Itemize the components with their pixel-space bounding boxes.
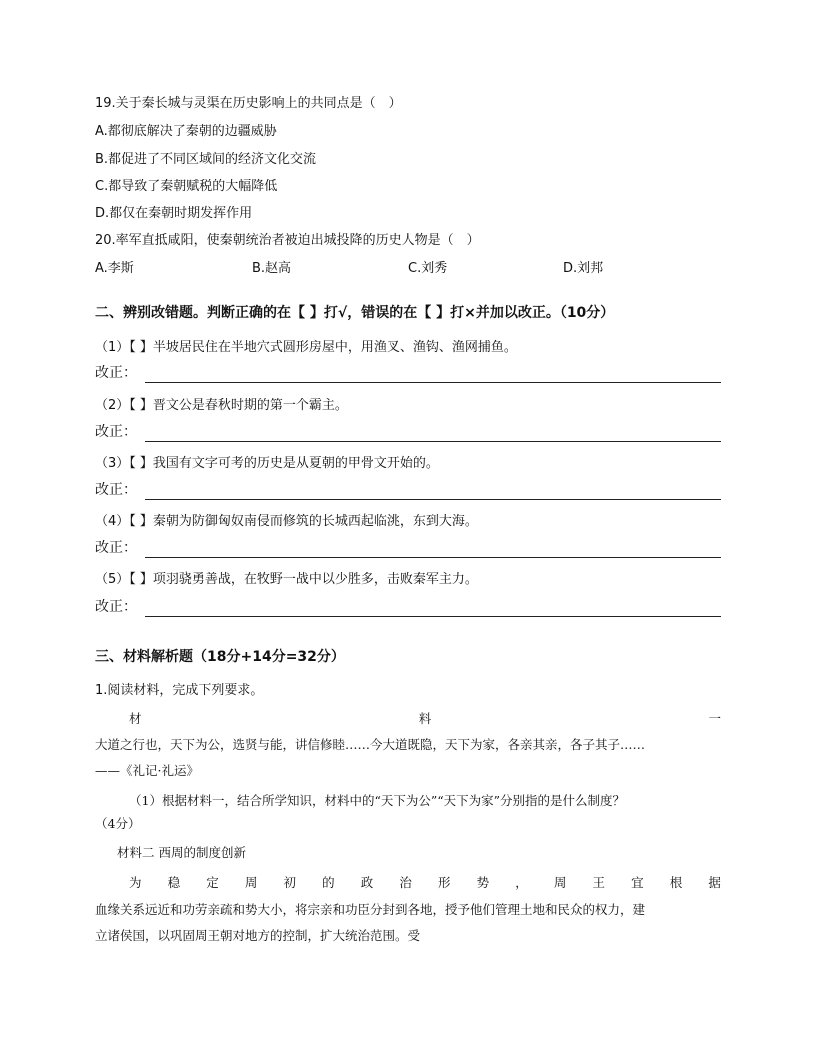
material2-line-1-char: 政 [360, 875, 374, 890]
correction-label: 改正： [95, 540, 137, 556]
sub-question-1: （1）根据材料一，结合所学知识，材料中的“天下为公”“天下为家”分别指的是什么制度？ [129, 793, 626, 808]
material2-line-2: 血缘关系远近和功劳亲疏和势大小，将宗亲和功臣分封到各地，授予他们管理土地和民众的权力，建 [95, 902, 646, 917]
material1-source: ——《礼记·礼运》 [95, 763, 199, 778]
answer-underline [145, 382, 721, 383]
correction-label: 改正： [95, 365, 137, 381]
material1-heading-char: 料 [418, 711, 432, 726]
material2-line-3: 立诸侯国，以巩固周王朝对地方的控制，扩大统治范围。受 [95, 928, 421, 943]
material2-line-1-char: 为 [129, 875, 142, 890]
material2-line-1-char: 势 [476, 875, 490, 890]
section2-item-4: （4）【 】秦朝为防御匈奴南侵而修筑的长城西起临洮，东到大海。 [95, 514, 478, 529]
material1-text: 大道之行也，天下为公，选贤与能，讲信修睦……今大道既隐，天下为家，各亲其亲，各子其子…… [95, 737, 646, 752]
q19-option-c: C.都导致了秦朝赋税的大幅降低 [95, 179, 278, 194]
material2-line-1-char: 的 [322, 875, 335, 890]
correction-label: 改正： [95, 482, 137, 498]
section2-item-5: （5）【 】项羽骁勇善战，在牧野一战中以少胜多，击败秦军主力。 [95, 572, 478, 587]
answer-underline [145, 557, 721, 558]
section3-title: 三、材料解析题（18分+14分=32分） [95, 649, 345, 665]
section3-q1-intro: 1.阅读材料，完成下列要求。 [95, 683, 264, 698]
material2-line-1-char: 王 [592, 875, 606, 890]
correction-line-2[interactable] [95, 421, 721, 443]
material2-line-1-char: ， [515, 875, 528, 890]
material1-heading [95, 709, 721, 729]
correction-line-5[interactable] [95, 596, 721, 618]
material2-line-1-char: 稳 [167, 875, 181, 890]
section2-item-2: （2）【 】晋文公是春秋时期的第一个霸主。 [95, 398, 348, 413]
material2-line-1-char: 初 [283, 875, 297, 890]
correction-label: 改正： [95, 599, 137, 615]
material2-line-1 [95, 873, 721, 893]
q20-option-a: A.李斯 [95, 261, 134, 276]
q19-option-a: A.都彻底解决了秦朝的边疆威胁 [95, 124, 277, 139]
sub-question-1-score: （4分） [95, 816, 141, 831]
correction-line-3[interactable] [95, 479, 721, 501]
section2-item-1: （1）【 】半坡居民住在半地穴式圆形房屋中，用渔叉、渔钩、渔网捕鱼。 [95, 340, 517, 355]
material2-line-1-char: 宜 [631, 875, 644, 890]
q20-option-b: B.赵高 [252, 261, 292, 276]
material2-line-1-char: 周 [553, 875, 567, 890]
material1-heading-char: 一 [708, 711, 721, 726]
q19-stem: 19.关于秦长城与灵渠在历史影响上的共同点是（ ） [95, 96, 402, 111]
q20-option-d: D.刘邦 [563, 261, 604, 276]
answer-underline [145, 441, 721, 442]
correction-line-1[interactable] [95, 362, 721, 384]
material2-line-1-char: 据 [708, 875, 721, 890]
answer-underline [145, 616, 721, 617]
material2-line-1-char: 周 [244, 875, 258, 890]
material2-line-1-char: 治 [399, 875, 412, 890]
correction-line-4[interactable] [95, 537, 721, 559]
section2-item-3: （3）【 】我国有文字可考的历史是从夏朝的甲骨文开始的。 [95, 456, 439, 471]
section2-title: 二、辨别改错题。判断正确的在【 】打√，错误的在【 】打×并加以改正。（10分） [95, 305, 615, 321]
material2-title: 材料二 西周的制度创新 [117, 845, 246, 860]
q19-option-d: D.都仅在秦朝时期发挥作用 [95, 206, 253, 221]
material2-line-1-char: 定 [206, 875, 219, 890]
q20-option-c: C.刘秀 [408, 261, 448, 276]
exam-page [95, 0, 721, 1056]
answer-underline [145, 499, 721, 500]
correction-label: 改正： [95, 424, 137, 440]
q19-option-b: B.都促进了不同区域间的经济文化交流 [95, 152, 317, 167]
material1-heading-char: 材 [129, 711, 142, 726]
material2-line-1-char: 形 [438, 875, 451, 890]
material2-line-1-char: 根 [669, 875, 683, 890]
q20-stem: 20.率军直抵咸阳，使秦朝统治者被迫出城投降的历史人物是（ ） [95, 233, 480, 248]
